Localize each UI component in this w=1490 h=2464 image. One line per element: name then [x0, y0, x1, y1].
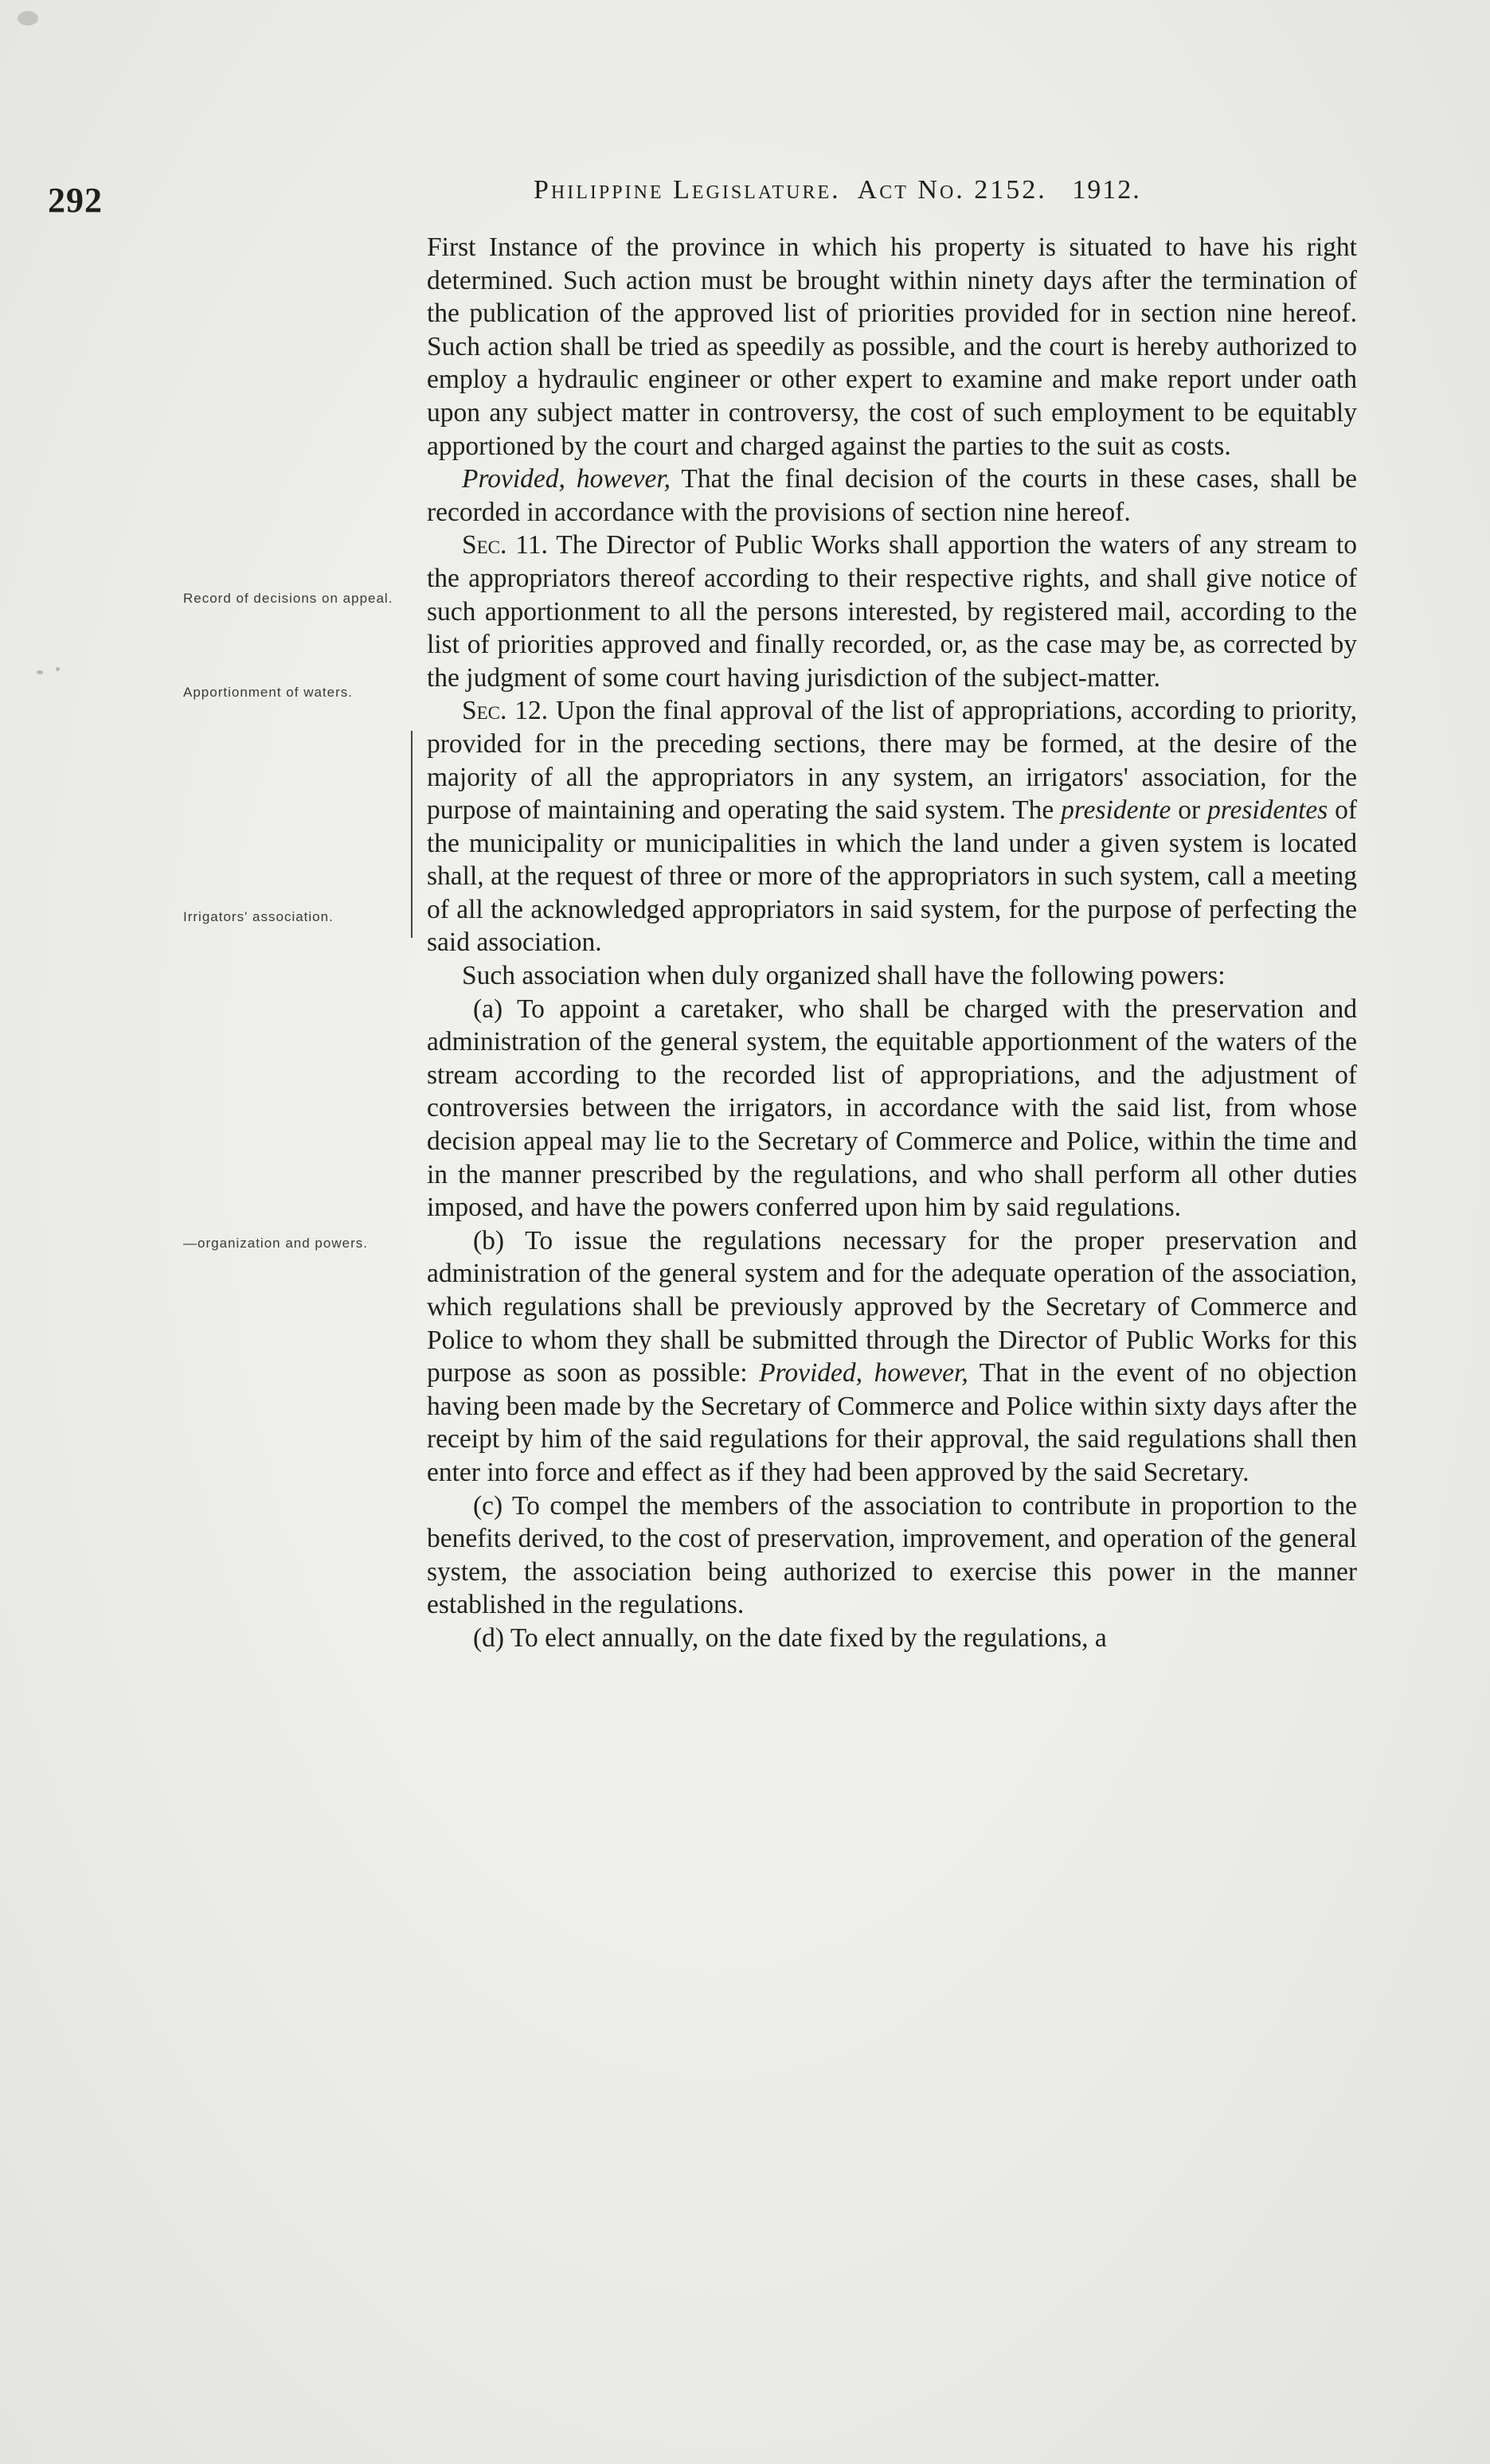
section-12-label: Sec. 12. [462, 696, 549, 726]
body-text [427, 231, 1357, 1655]
section-12-text-b: of the municipality or municipalities in which the land under a given system is located shall, at the request of three or more of the appropriators in such system, call a meeting of all the acknowledged appropriators in said system, for the purpose of perfecting the said association. [427, 795, 1358, 958]
scan-speck [18, 11, 38, 25]
paragraph-section-12 [427, 694, 1357, 959]
paragraph-power-a: (a) To appoint a caretaker, who shall be charged with the preservation and administration of the general system, the equitable apportionment of the waters of the stream according to the recorded list of appropriations, and the adjustment of controversies between the irrigators, in accordance with the said list, from whose decision appeal may lie to the Secretary of Commerce and Police, within the time and in the manner prescribed by the regulations, and who shall perform all other duties imposed, and have the powers conferred upon him by said regulations. [427, 994, 1357, 1223]
running-head-year: 1912. [1072, 175, 1141, 205]
presidente-italic: presidente [1061, 795, 1171, 826]
paragraph-section-11 [427, 529, 1357, 694]
paragraph-powers-intro: Such association when duly organized shall have the following powers: [462, 961, 1226, 991]
scan-speck [37, 670, 43, 674]
paragraph-power-b [427, 1224, 1357, 1490]
power-b-text-a: (b) To issue the regulations necessary for the proper preservation and administration of the general system and for the adequate operation of the association, which regulations shall be previously approved by the Secretary of Commerce and Police to whom they shall be submitted through the Director of Public Works for this purpose as soon as possible: [427, 1225, 1357, 1388]
power-b-text-b: That in the event of no objection having been made by the Secretary of Commerce and Police within sixty days after the receipt by him of the said regulations for their approval, the said regulations shall then enter into force and effect as if they had been approved by the said Secretary. [427, 1358, 1358, 1487]
paragraph-first-instance: First Instance of the province in which his property is situated to have his right determined. Such action must be brought within ninety days after the termination of the publication of the approved list of priorities provided for in section nine hereof. Such action shall be tried as speedily as possible, and the court is hereby authorized to employ a hydraulic engineer or other expert to examine and make report under oath upon any subject matter in controversy, the cost of such employment to be equitably apportioned by the court and charged against the parties to the suit as costs. [427, 232, 1357, 461]
power-b-italic: Provided, however, [759, 1358, 968, 1388]
section-12-or: or [1171, 795, 1207, 826]
proviso-italic: Provided, however, [462, 464, 671, 494]
running-head-title: Philippine Legislature. [534, 175, 841, 205]
scan-speck [56, 667, 60, 671]
margin-rule [411, 731, 413, 938]
presidentes-italic: presidentes [1206, 795, 1328, 826]
proviso-text: That the final decision of the courts in these cases, shall be recorded in accordance with the provisions of section nine hereof. [427, 464, 1358, 527]
paragraph-power-c: (c) To compel the members of the association to contribute in proportion to the benefits derived, to the cost of preservation, improvement, and operation of the general system, the association being authorized to exercise this power in the manner established in the regulations. [427, 1490, 1357, 1620]
section-12-text-a: Upon the final approval of the list of appropriations, according to priority, provided for in the preceding sections, there may be formed, at the desire of the majority of all the appropriators in any system, an irrigators' association, for the purpose of maintaining and operating the said system. The [427, 696, 1357, 826]
margin-note-irrigators-association: Irrigators' association. [183, 909, 334, 924]
paragraph-proviso [427, 463, 1357, 529]
margin-note-record-of-decisions: Record of decisions on appeal. [183, 591, 393, 606]
page-number: 292 [48, 181, 103, 220]
margin-note-organization-powers: —organization and powers. [183, 1236, 368, 1251]
section-11-label: Sec. 11. [462, 530, 548, 560]
running-head [534, 175, 1141, 205]
running-head-act: Act No. 2152. [857, 175, 1047, 205]
margin-note-apportionment: Apportionment of waters. [183, 685, 353, 700]
paragraph-power-d: (d) To elect annually, on the date fixed by the regulations, a [473, 1622, 1107, 1653]
section-11-text: The Director of Public Works shall apportion the waters of any stream to the appropriators thereof according to their respective rights, and shall give notice of such apportionment to all the persons interested, by registered mail, according to the list of priorities approved and finally recorded, or, as the case may be, as corrected by the judgment of some court having jurisdiction of the subject-matter. [427, 530, 1357, 693]
